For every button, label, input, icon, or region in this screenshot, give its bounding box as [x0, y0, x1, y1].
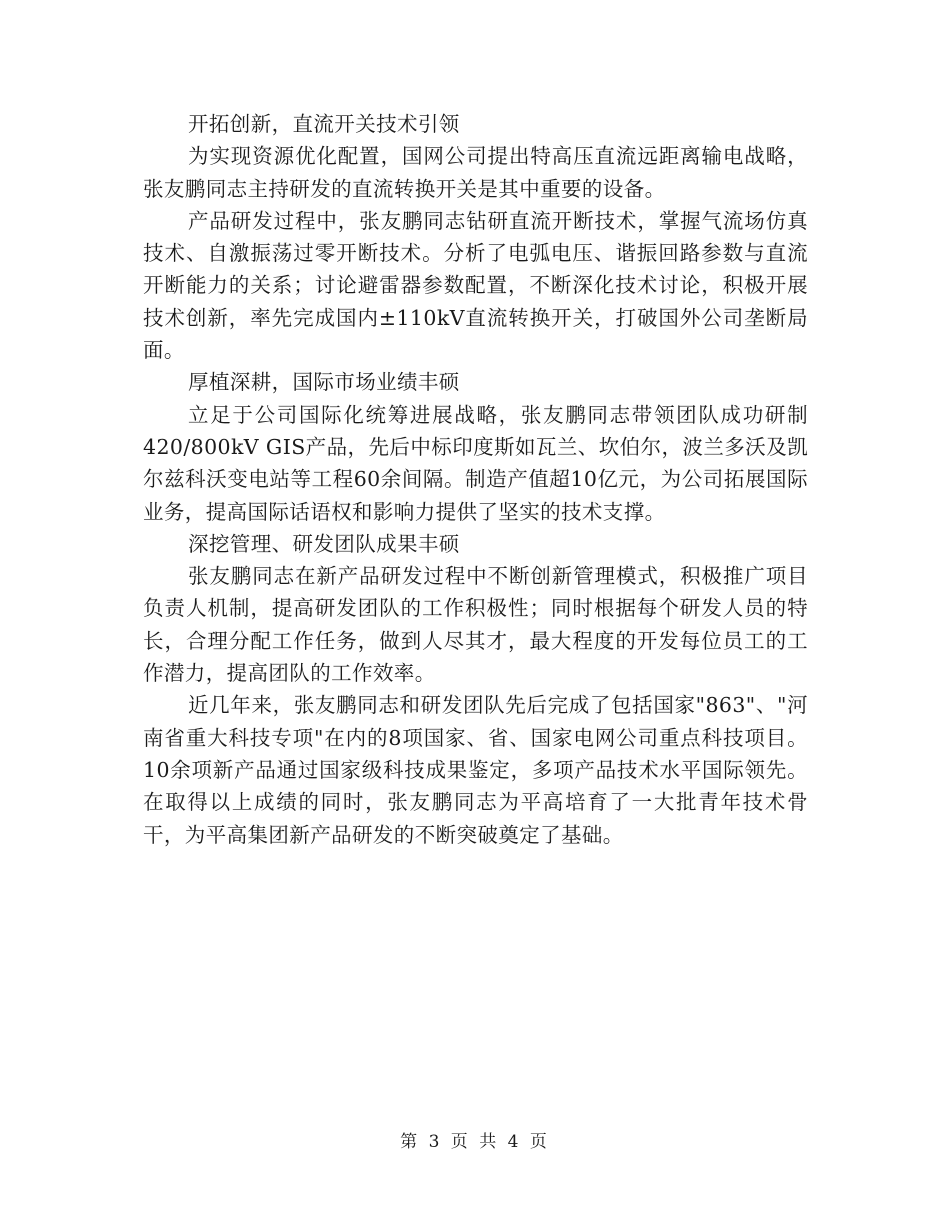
paragraph-achievements: 近几年来，张友鹏同志和研发团队先后完成了包括国家"863"、"河南省重大科技专项"在内的8项国家、省、国家电网公司重点科技项目。10余项新产品通过国家级科技成果鉴定，多项产品技术水平国际领先。在取得以上成绩的同时，张友鹏同志为平高培育了一大批青年技术骨干，为平高集团新产品研发的不断突破奠定了基础。	[143, 693, 808, 847]
section-heading-management: 深挖管理、研发团队成果丰硕	[188, 531, 460, 556]
paragraph-strategy: 为实现资源优化配置，国网公司提出特高压直流远距离输电战略，张友鹏同志主持研发的直流转换开关是其中重要的设备。	[143, 144, 808, 201]
paragraph-management-model: 张友鹏同志在新产品研发过程中不断创新管理模式，积极推广项目负责人机制，提高研发团队的工作积极性；同时根据每个研发人员的特长，合理分配工作任务，做到人尽其才，最大程度的开发每位员工的工作潜力，提高团队的工作效率。	[143, 564, 808, 686]
section-heading-international: 厚植深耕，国际市场业绩丰硕	[188, 370, 460, 395]
document-body	[143, 108, 808, 851]
paragraph-gis-products: 立足于公司国际化统筹进展战略，张友鹏同志带领团队成功研制420/800kV GIS产品，先后中标印度斯如瓦兰、坎伯尔，波兰多沃及凯尔兹科沃变电站等工程60余间隔。制造产值超10亿元，为公司拓展国际业务，提高国际话语权和影响力提供了坚实的技术支撑。	[143, 402, 808, 524]
page-number-footer: 第 3 页 共 4 页	[400, 1132, 550, 1152]
section-heading-innovation: 开拓创新，直流开关技术引领	[188, 112, 460, 136]
paragraph-dc-technology: 产品研发过程中，张友鹏同志钻研直流开断技术，掌握气流场仿真技术、自激振荡过零开断技术。分析了电弧电压、谐振回路参数与直流开断能力的关系；讨论避雷器参数配置，不断深化技术讨论，积极开展技术创新，率先完成国内±110kV直流转换开关，打破国外公司垄断局面。	[143, 208, 808, 363]
